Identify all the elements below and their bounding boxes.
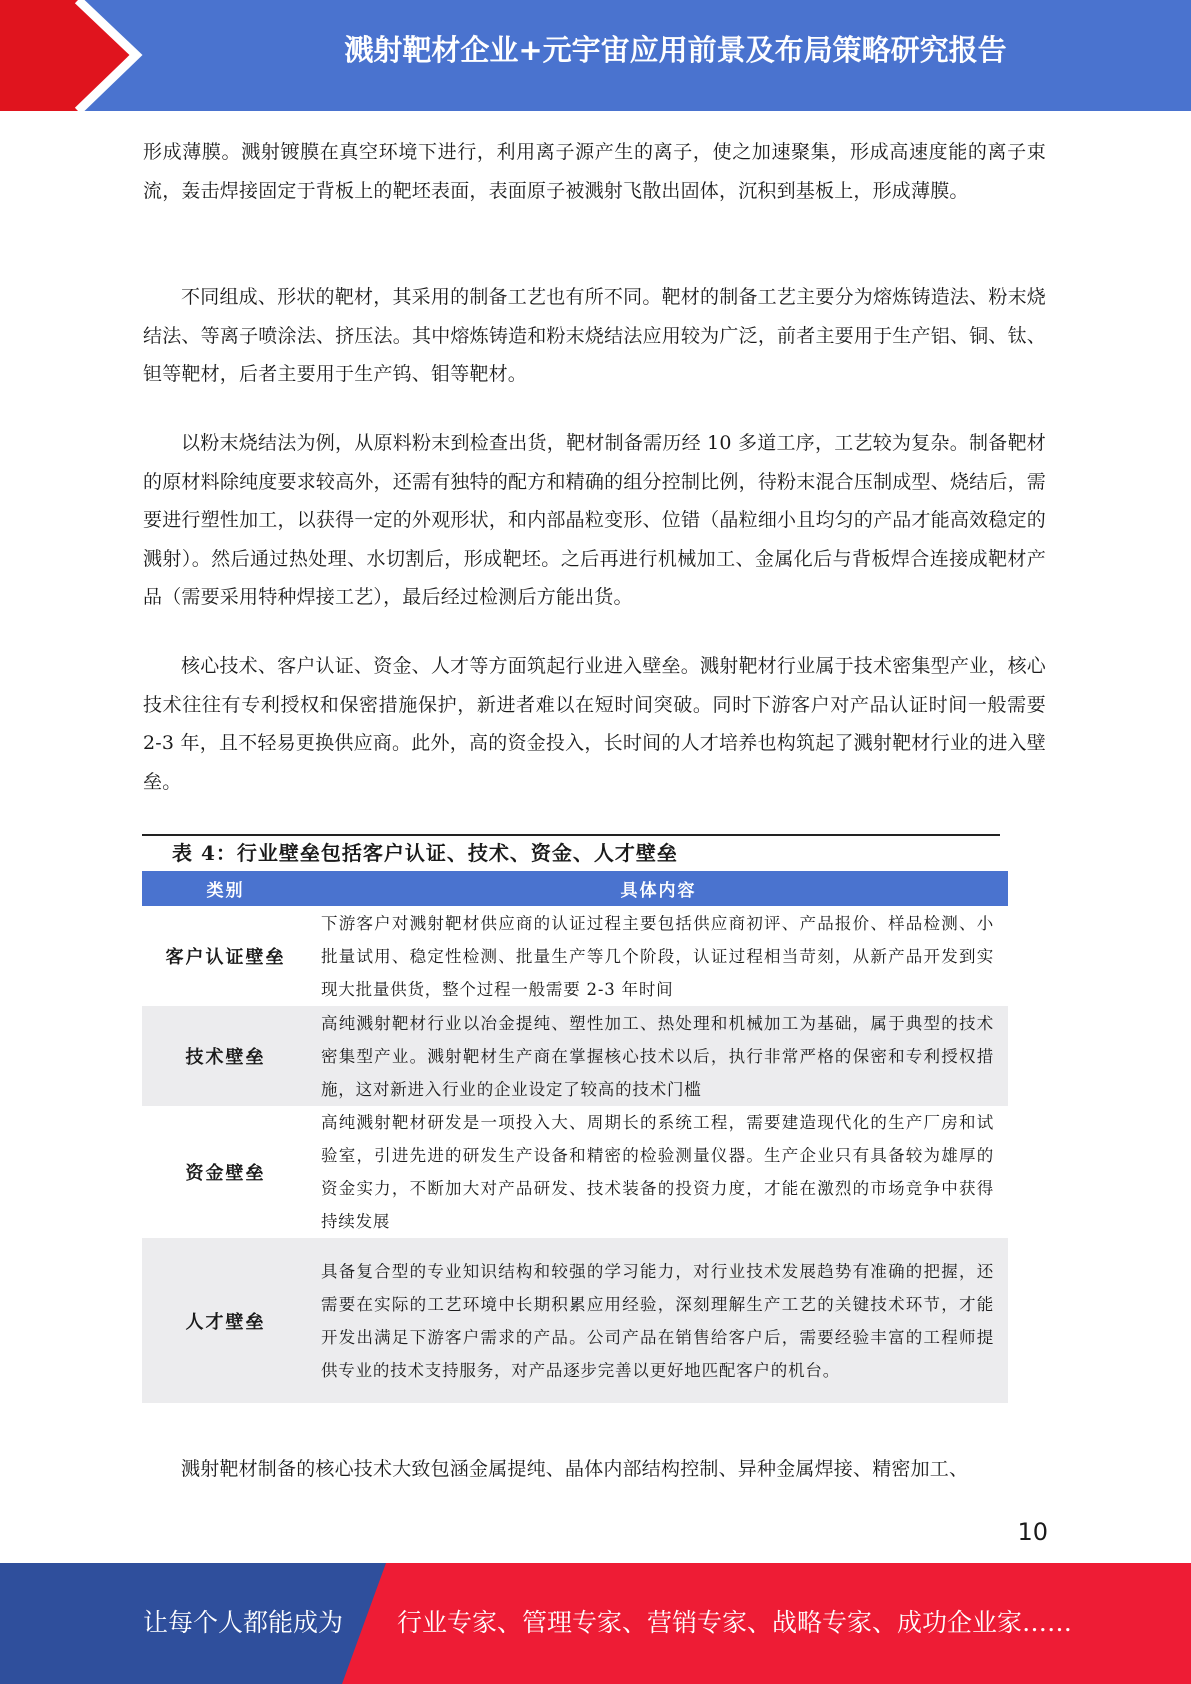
header-band (0, 0, 1191, 111)
body-paragraph: 溅射靶材制备的核心技术大致包涵金属提纯、晶体内部结构控制、异种金属焊接、精密加工、 (181, 1458, 969, 1480)
header-arrow-decoration (0, 0, 160, 111)
table-header-row (142, 871, 1008, 906)
body-paragraph: 不同组成、形状的靶材，其采用的制备工艺也有所不同。靶材的制备工艺主要分为熔炼铸造法、粉末烧结法、等离子喷涂法、挤压法。其中熔炼铸造和粉末烧结法应用较为广泛，前者主要用于生产铝、铜、钛、钽等靶材，后者主要用于生产钨、钼等靶材。 (143, 286, 1046, 385)
table-cell-category: 资金壁垒 (142, 1106, 309, 1238)
table-row (142, 1006, 1008, 1106)
table-header-content: 具体内容 (309, 871, 1008, 906)
body-paragraph: 以粉末烧结法为例，从原料粉末到检查出货，靶材制备需历经 10 多道工序，工艺较为复杂。制备靶材的原材料除纯度要求较高外，还需有独特的配方和精确的组分控制比例，待粉末混合压制成型、烧结后，需要进行塑性加工，以获得一定的外观形状，和内部晶粒变形、位错（晶粒细小且均匀的产品才能高效稳定的溅射）。然后通过热处理、水切割后，形成靶坯。之后再进行机械加工、金属化后与背板焊合连接成靶材产品（需要采用特种焊接工艺），最后经过检测后方能出货。 (143, 432, 1046, 608)
body-paragraph: 形成薄膜。溅射镀膜在真空环境下进行，利用离子源产生的离子，使之加速聚集，形成高速度能的离子束流，轰击焊接固定于背板上的靶坯表面，表面原子被溅射飞散出固体，沉积到基板上，形成薄膜。 (143, 141, 1046, 202)
footer-slogan-left: 让每个人都能成为 (143, 1608, 344, 1637)
table-cell-content: 具备复合型的专业知识结构和较强的学习能力，对行业技术发展趋势有准确的把握，还需要在实际的工艺环境中长期积累应用经验，深刻理解生产工艺的关键技术环节，才能开发出满足下游客户需求的产品。公司产品在销售给客户后，需要经验丰富的工程师提供专业的技术支持服务，对产品逐步完善以更好地匹配客户的机台。 (309, 1238, 1008, 1403)
table-cell-content: 高纯溅射靶材行业以冶金提纯、塑性加工、热处理和机械加工为基础，属于典型的技术密集型产业。溅射靶材生产商在掌握核心技术以后，执行非常严格的保密和专利授权措施，这对新进入行业的企业设定了较高的技术门槛 (309, 1006, 1008, 1106)
table-row (142, 906, 1008, 1006)
table-row (142, 1238, 1008, 1403)
table-cell-category: 人才壁垒 (142, 1238, 309, 1403)
table-caption: 表 4：行业壁垒包括客户认证、技术、资金、人才壁垒 (172, 841, 678, 865)
footer-slogan-right: 行业专家、管理专家、营销专家、战略专家、成功企业家…… (397, 1608, 1073, 1637)
table-row (142, 1106, 1008, 1238)
table-cell-category: 技术壁垒 (142, 1006, 309, 1106)
barrier-table-block (142, 834, 1008, 1403)
table-header-category: 类别 (142, 871, 309, 906)
barrier-table (142, 871, 1008, 1403)
table-cell-category: 客户认证壁垒 (142, 906, 309, 1006)
table-cell-content: 高纯溅射靶材研发是一项投入大、周期长的系统工程，需要建造现代化的生产厂房和试验室，引进先进的研发生产设备和精密的检验测量仪器。生产企业只有具备较为雄厚的资金实力，不断加大对产品研发、技术装备的投资力度，才能在激烈的市场竞争中获得持续发展 (309, 1106, 1008, 1238)
page-number: 10 (1017, 1518, 1048, 1546)
body-paragraph: 核心技术、客户认证、资金、人才等方面筑起行业进入壁垒。溅射靶材行业属于技术密集型产业，核心技术往往有专利授权和保密措施保护，新进者难以在短时间突破。同时下游客户对产品认证时间一般需要 2-3 年，且不轻易更换供应商。此外，高的资金投入，长时间的人才培养也构筑起了溅射靶材行业的进入壁垒。 (143, 655, 1046, 793)
footer-band (0, 1563, 1191, 1684)
report-title: 溅射靶材企业+元宇宙应用前景及布局策略研究报告 (344, 33, 1007, 67)
table-cell-content: 下游客户对溅射靶材供应商的认证过程主要包括供应商初评、产品报价、样品检测、小批量试用、稳定性检测、批量生产等几个阶段，认证过程相当苛刻，从新产品开发到实现大批量供货，整个过程一般需要 2-3 年时间 (309, 906, 1008, 1006)
